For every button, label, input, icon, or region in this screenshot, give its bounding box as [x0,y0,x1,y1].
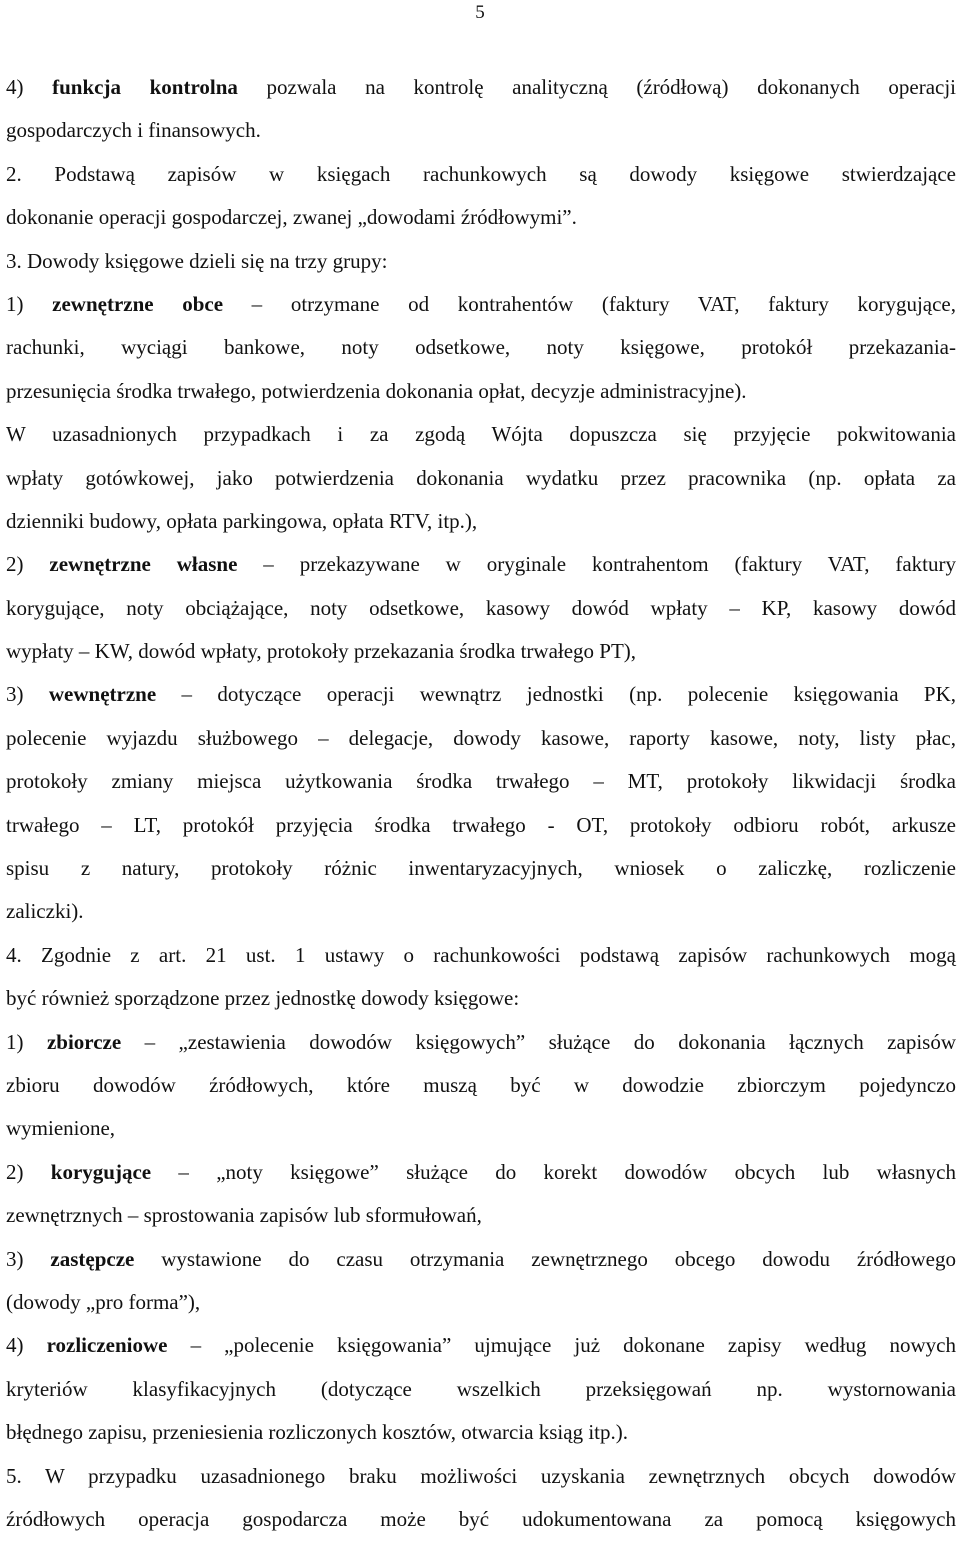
text-line: wymienione, [6,1116,116,1141]
text-line: wypłaty – KW, dowód wpłaty, protokoły przekazania środka trwałego PT), [6,639,637,664]
text-line: dokonanie operacji gospodarczej, zwanej „dowodami źródłowymi”. [6,205,577,230]
text-line: gospodarczych i finansowych. [6,118,261,143]
text-line: zewnętrznych – sprostowania zapisów lub sformułowań, [6,1203,482,1228]
text-line: polecenie wyjazdu służbowego – delegacje, dowody kasowe, raporty kasowe, noty, listy płac, [6,725,956,750]
text-line: 1) zewnętrzne obce – otrzymane od kontrahentów (faktury VAT, faktury korygujące, [6,291,956,316]
text-line: 3) wewnętrzne – dotyczące operacji wewnątrz jednostki (np. polecenie księgowania PK, [6,682,956,707]
text-line: błędnego zapisu, przeniesienia rozliczonych kosztów, otwarcia ksiąg itp.). [6,1420,629,1445]
text-line: W uzasadnionych przypadkach i za zgodą Wójta dopuszcza się przyjęcie pokwitowania [6,422,956,447]
text-line: 2. Podstawą zapisów w księgach rachunkowych są dowody księgowe stwierdzające [6,161,956,186]
text-line: wpłaty gotówkowej, jako potwierdzenia dokonania wydatku przez pracownika (np. opłata za [6,465,956,490]
text-line: być również sporządzone przez jednostkę dowody księgowe: [6,986,520,1011]
text-line: dzienniki budowy, opłata parkingowa, opłata RTV, itp.), [6,508,478,533]
text-line: rachunki, wyciągi bankowe, noty odsetkowe, noty księgowe, protokół przekazania- [6,335,956,360]
text-line: 3. Dowody księgowe dzieli się na trzy grupy: [6,248,388,273]
text-line: 5. W przypadku uzasadnionego braku możliwości uzyskania zewnętrznych obcych dowodów [6,1463,956,1488]
text-line: 4) funkcja kontrolna pozwala na kontrolę analityczną (źródłową) dokonanych operacji [6,75,957,99]
text-line: zaliczki). [6,899,84,924]
text-line: kryteriów klasyfikacyjnych (dotyczące wszelkich przeksięgowań np. wystornowania [6,1376,956,1401]
text-line: 3) zastępcze wystawione do czasu otrzymania zewnętrznego obcego dowodu źródłowego [6,1246,957,1271]
text-line: 2) zewnętrzne własne – przekazywane w oryginale kontrahentom (faktury VAT, faktury [6,552,956,577]
page-number: 5 [475,2,485,23]
text-line: przesunięcia środka trwałego, potwierdzenia dokonania opłat, decyzje administracyjne). [6,378,747,403]
text-line: 4) rozliczeniowe – „polecenie księgowania” ujmujące już dokonane zapisy według nowych [6,1333,956,1358]
text-line: 4. Zgodnie z art. 21 ust. 1 ustawy o rachunkowości podstawą zapisów rachunkowych mogą [6,942,956,967]
text-line: zbioru dowodów źródłowych, które muszą być w dowodzie zbiorczym pojedynczo [6,1072,956,1097]
text-line: (dowody „pro forma”), [6,1289,201,1314]
text-line: protokoły zmiany miejsca użytkowania środka trwałego – MT, protokoły likwidacji środka [6,769,956,794]
text-line: korygujące, noty obciążające, noty odsetkowe, kasowy dowód wpłaty – KP, kasowy dowód [6,595,956,620]
text-line: źródłowych operacja gospodarcza może być udokumentowana za pomocą księgowych [6,1506,956,1531]
text-line: 1) zbiorcze – „zestawienia dowodów księgowych” służące do dokonania łącznych zapisów [6,1029,956,1054]
text-line: trwałego – LT, protokół przyjęcia środka trwałego - OT, protokoły odbioru robót, arkusze [6,812,956,837]
text-line: spisu z natury, protokoły różnic inwentaryzacyjnych, wniosek o zaliczkę, rozliczenie [6,856,956,881]
text-line: 2) korygujące – „noty księgowe” służące do korekt dowodów obcych lub własnych [6,1159,956,1184]
document-body [6,70,956,1545]
